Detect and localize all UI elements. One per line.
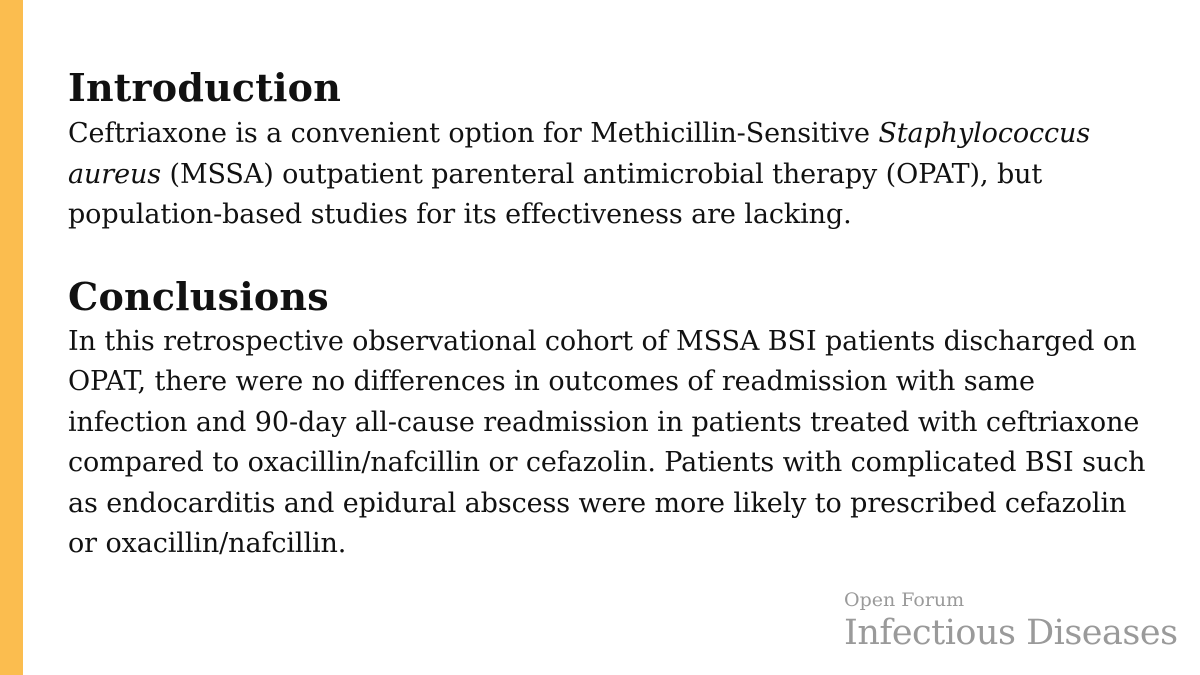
introduction-body-part1: Ceftriaxone is a convenient option for Methicillin-Sensitive	[68, 118, 879, 149]
accent-bar	[0, 0, 23, 675]
introduction-body-italic: Staphylococcus aureus	[68, 118, 1091, 190]
introduction-heading: Introduction	[68, 65, 342, 110]
slide-content	[68, 62, 1148, 565]
conclusions-body: In this retrospective observational cohort of MSSA BSI patients discharged on OPAT, there were no differences in outcomes of readmission with same infection and 90-day all-cause readmission in patients treated with ceftriaxone compared to oxacillin/nafcillin or cefazolin. Patients with complicated BSI such as endocarditis and epidural abscess were more likely to prescribed cefazolin or oxacillin/nafcillin.	[68, 325, 1146, 559]
introduction-body	[68, 114, 1148, 236]
journal-logo-line2: Infectious Diseases	[844, 613, 1178, 653]
journal-logo-line1: Open Forum	[844, 589, 965, 611]
conclusions-heading: Conclusions	[68, 273, 329, 319]
conclusions-section	[68, 272, 1148, 565]
introduction-section	[68, 62, 1148, 236]
journal-logo	[844, 588, 1178, 654]
introduction-body-part2: (MSSA) outpatient parenteral antimicrobial therapy (OPAT), but population-based studies for its effectiveness are lacking.	[68, 158, 1043, 230]
